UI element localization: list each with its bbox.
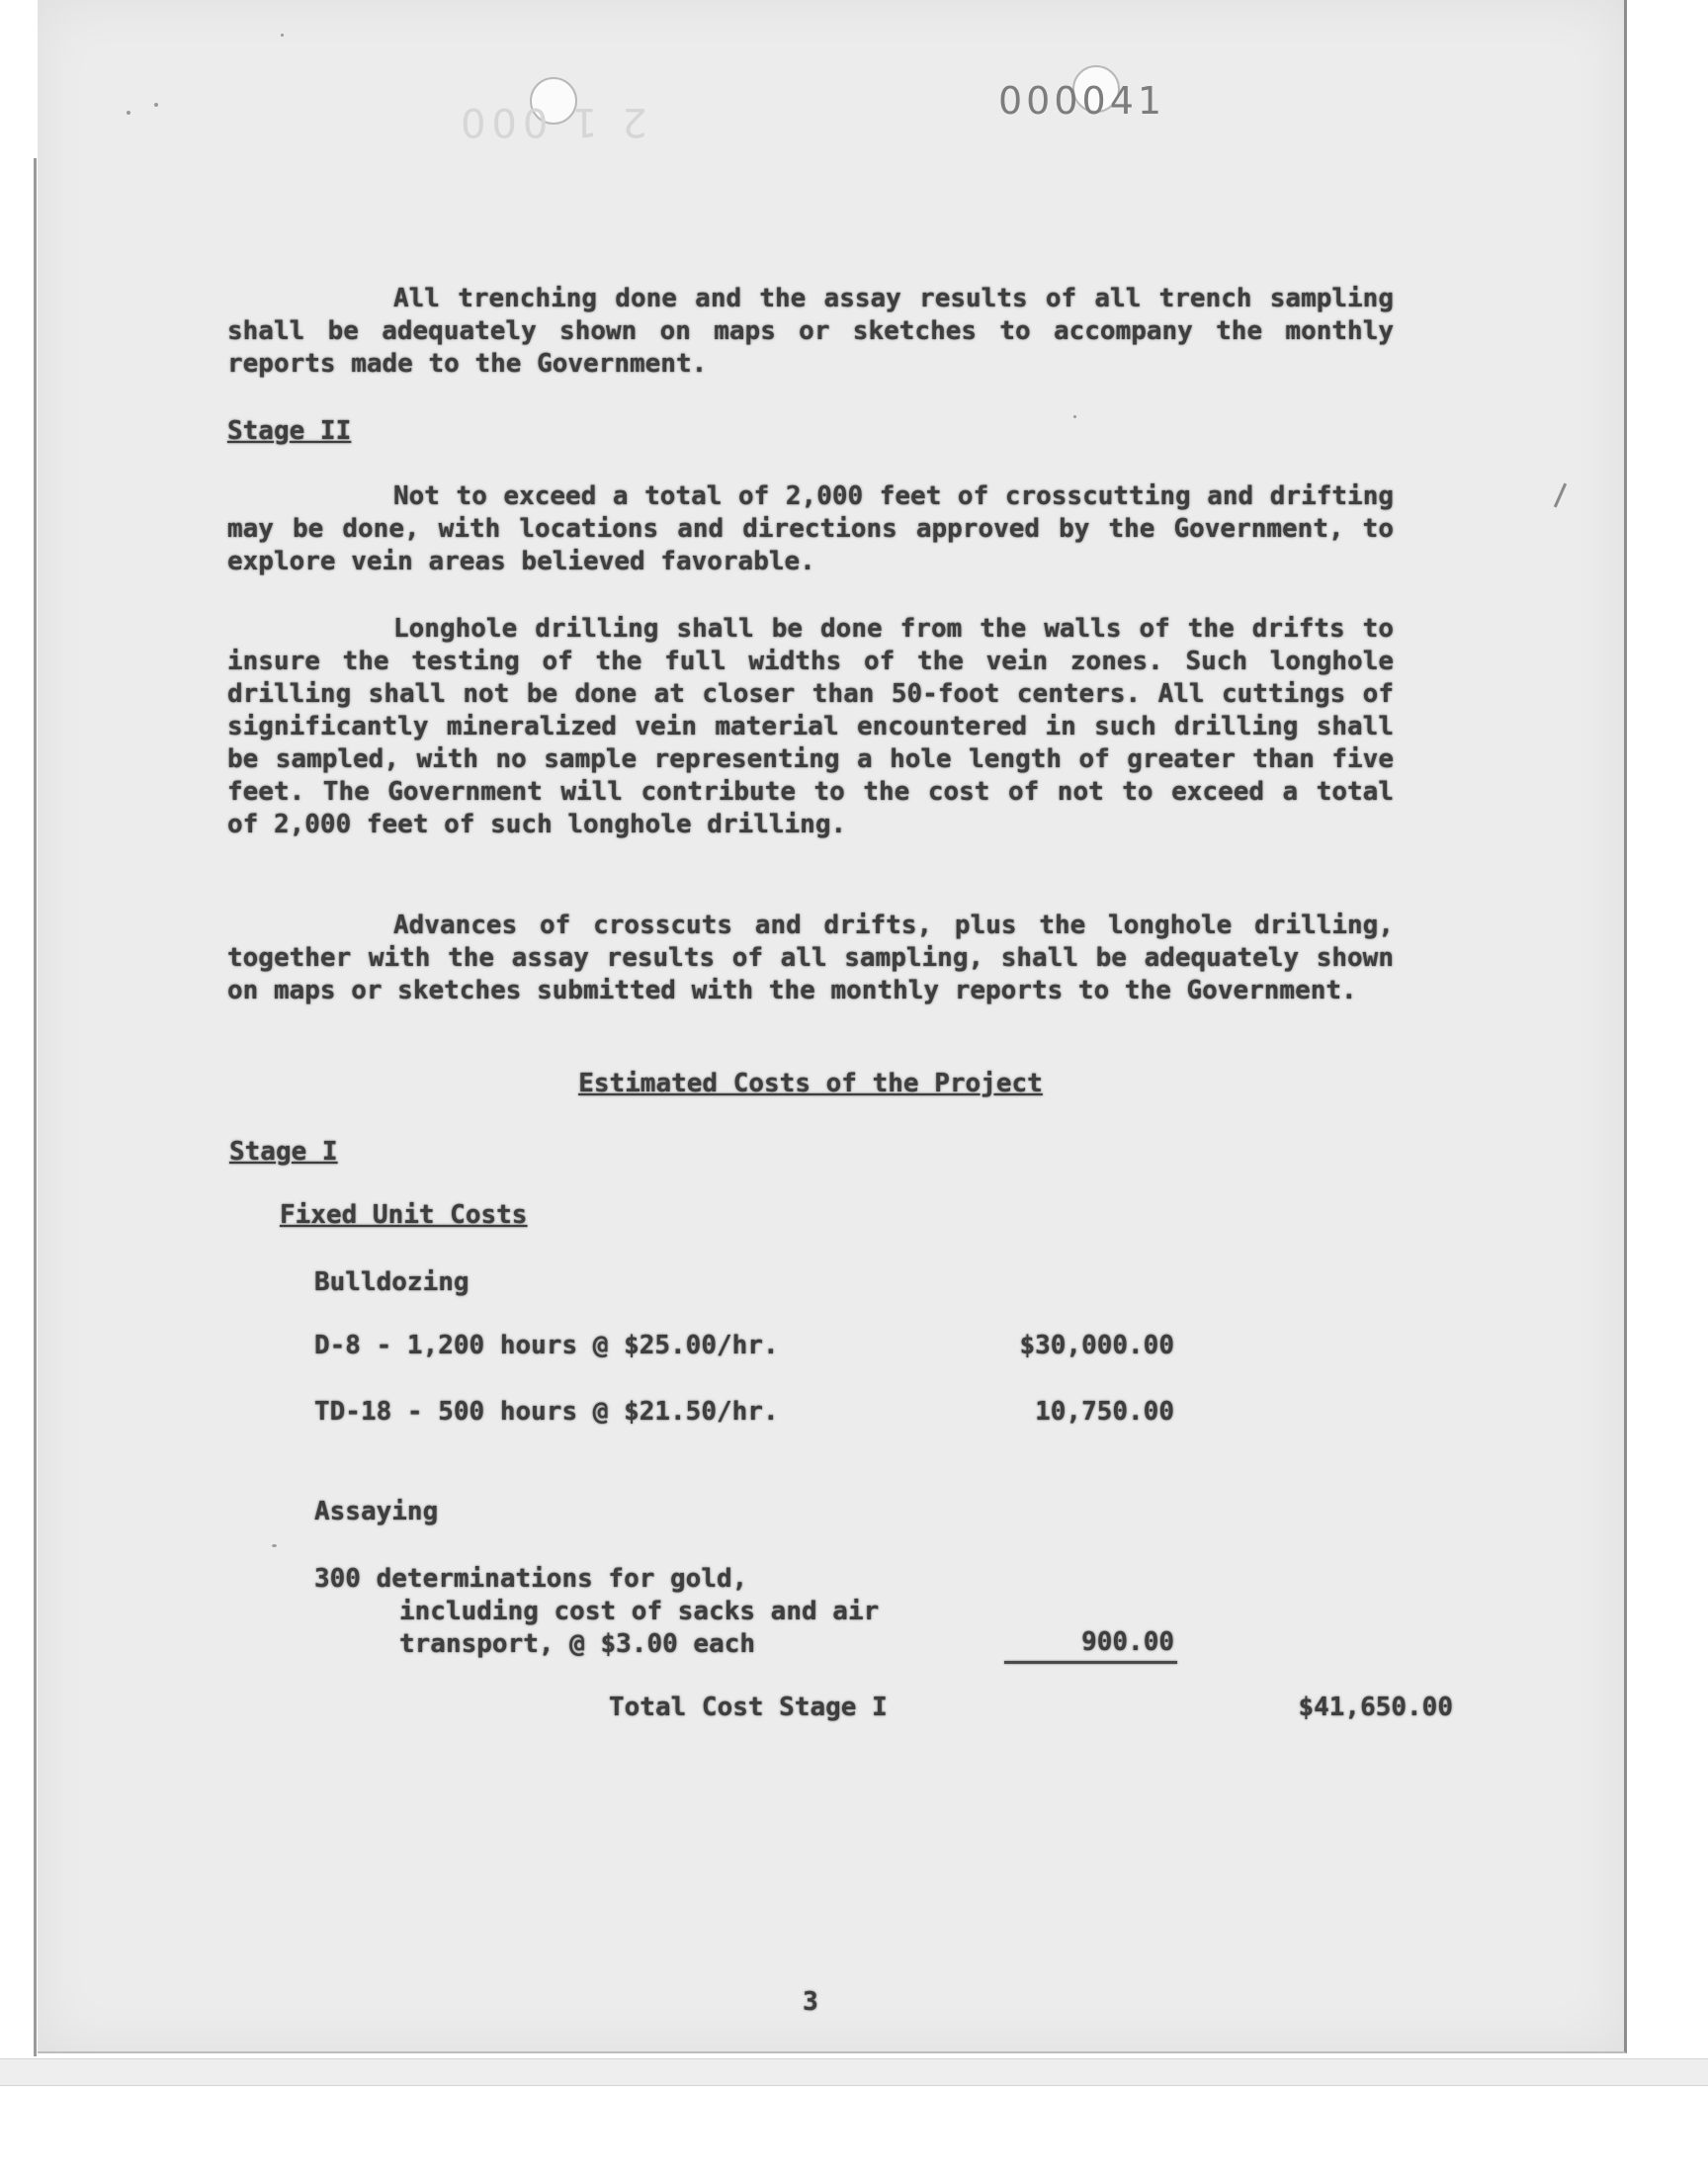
scan-speck [272, 1544, 277, 1547]
subtotal-rule [1004, 1661, 1177, 1664]
cost-item-amount: 10,750.00 [1035, 1397, 1174, 1427]
sheet-edge [34, 158, 37, 2056]
scanner-band [0, 2058, 1708, 2086]
paragraph-advances: Advances of crosscuts and drifts, plus the longhole drilling, together with the assay results of all sampling, shall be adequately shown on maps or sketches submitted with the monthly reports to the Government. [227, 911, 1394, 1005]
heading-stage-1: Stage I [229, 1137, 338, 1167]
paragraph-crosscutting: Not to exceed a total of 2,000 feet of crosscutting and drifting may be done, with locations and directions approved by the Government, to explore vein areas believed favorable. [227, 481, 1394, 576]
heading-stage-2: Stage II [227, 416, 352, 446]
document-stamp-number: 000041 [998, 79, 1166, 123]
assaying-description [314, 1563, 879, 1661]
heading-estimated-costs: Estimated Costs of the Project [578, 1069, 1043, 1098]
cost-item-description: TD-18 - 500 hours @ $21.50/hr. [314, 1397, 779, 1427]
assaying-line: transport, @ $3.00 each [399, 1629, 756, 1659]
scan-speck [154, 103, 158, 107]
cost-item-amount: $30,000.00 [1019, 1331, 1174, 1360]
page-number: 3 [803, 1987, 818, 2017]
total-cost-amount: $41,650.00 [1298, 1693, 1453, 1722]
assaying-line: including cost of sacks and air [399, 1597, 880, 1626]
scan-speck [1073, 415, 1076, 418]
scan-speck [127, 111, 130, 115]
cost-item-description: D-8 - 1,200 hours @ $25.00/hr. [314, 1331, 779, 1360]
scan-speck [281, 34, 284, 37]
label-assaying: Assaying [314, 1497, 439, 1526]
total-cost-label: Total Cost Stage I [609, 1693, 888, 1722]
bleed-through-number: 2 1 000 [455, 99, 647, 144]
heading-fixed-unit-costs: Fixed Unit Costs [280, 1200, 528, 1230]
assaying-amount: 900.00 [1081, 1627, 1174, 1657]
paragraph-longhole-drilling: Longhole drilling shall be done from the walls of the drifts to insure the testing of the full widths of the vein zones. Such longhole drilling shall not be done at closer than 50-foot centers. All cuttings of significantly mineralized vein material encountered in such drilling shall be sampled, with no sample representing a hole length of greater than five feet. The Government will contribute to the cost of not to exceed a total of 2,000 feet of such longhole drilling. [227, 614, 1394, 839]
assaying-line: 300 determinations for gold, [314, 1564, 748, 1594]
paragraph-trenching: All trenching done and the assay results of all trench sampling shall be adequately shown on maps or sketches to accompany the monthly reports made to the Government. [227, 284, 1394, 379]
label-bulldozing: Bulldozing [314, 1267, 470, 1297]
